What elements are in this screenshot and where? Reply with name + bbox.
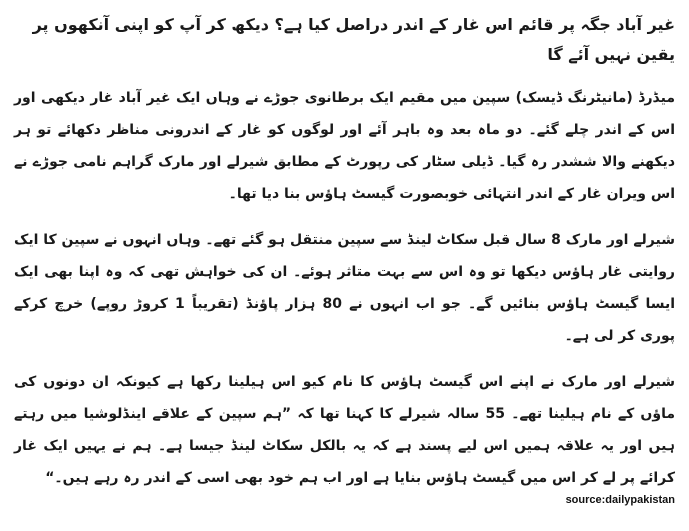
article-paragraph-1: میڈرڈ (مانیٹرنگ ڈیسک) سپین میں مقیم ایک برطانوی جوڑے نے وہاں ایک غیر آباد غار دیکھی اور اس کے اندر چلے گئے۔ دو ماہ بعد وہ باہر آئے اور لوگوں کو غار کے اندرونی مناظر دکھائے تو ہر دیکھنے والا ششدر رہ گیا۔ ڈیلی سٹار کی رپورٹ کے مطابق شیرلے اور مارک گراہم نامی جوڑے نے اس ویران غار کے اندر انتہائی خوبصورت گیسٹ ہاؤس بنا دیا تھا۔ <box>14 90 675 202</box>
article-paragraph-2: شیرلے اور مارک 8 سال قبل سکاٹ لینڈ سے سپین منتقل ہو گئے تھے۔ وہاں انہوں نے سپین کا ایک روایتی غار ہاؤس دیکھا تو وہ اس سے بہت متاثر ہوئے۔ ان کی خواہش تھی کہ وہ اپنا بھی ایک ایسا گیسٹ ہاؤس بنائیں گے۔ جو اب انہوں نے 80 ہزار پاؤنڈ (تقریباً 1 کروڑ روپے) خرچ کرکے پوری کر لی ہے۔ <box>14 232 676 344</box>
article-paragraph-3: شیرلے اور مارک نے اپنے اس گیسٹ ہاؤس کا نام کیو اس ہیلینا رکھا ہے کیونکہ ان دونوں کی ماؤں کے نام ہیلینا تھے۔ 55 سالہ شیرلے کا کہنا تھا کہ ”ہم سپین کے علاقے اینڈلوشیا میں رہتے ہیں اور یہ علاقہ ہمیں اس لیے پسند ہے کہ یہ بالکل سکاٹ لینڈ جیسا ہے۔ ہم نے یہیں ایک غار کرائے پر لے کر اس میں گیسٹ ہاؤس بنایا ہے اور اب ہم خود بھی اسی کے اندر رہ رہے ہیں۔“ <box>14 374 675 486</box>
article <box>14 4 675 508</box>
source-credit: source:dailypakistan <box>565 494 675 506</box>
article-headline: غیر آباد جگہ پر قائم اس غار کے اندر دراصل کیا ہے؟ دیکھ کر آپ کو اپنی آنکھوں پر یقین نہیں آئے گا <box>32 15 675 64</box>
